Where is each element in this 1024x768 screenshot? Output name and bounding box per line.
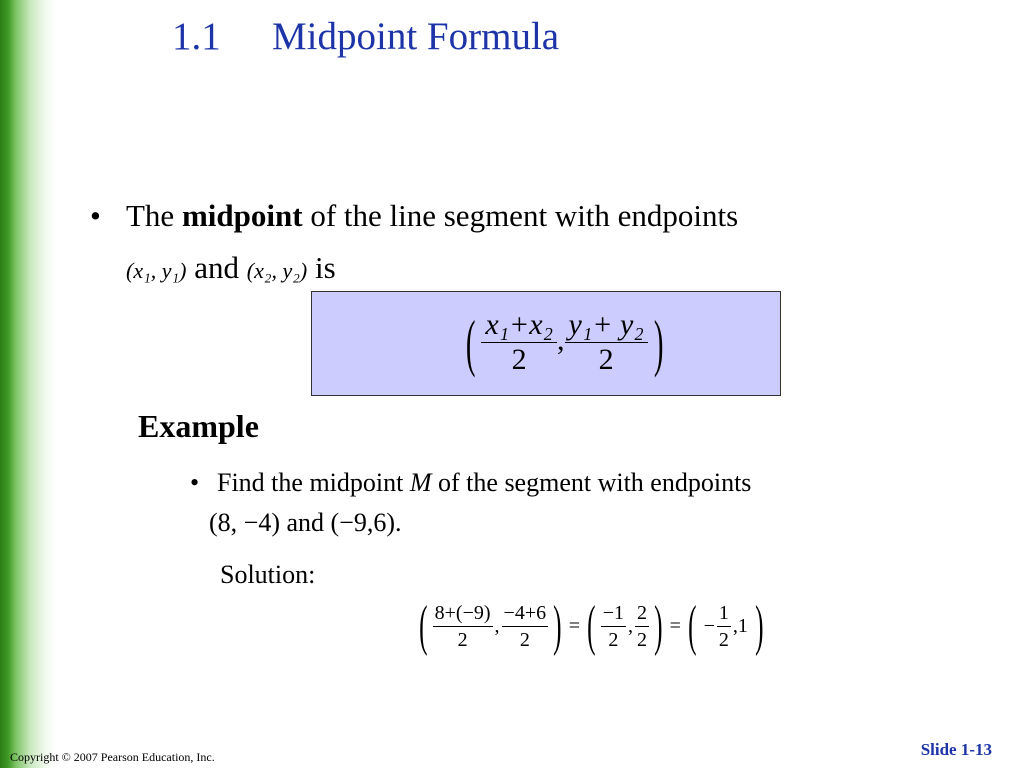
midpoint-formula xyxy=(460,308,669,378)
sol-num-1: 8+(−9) xyxy=(433,600,493,627)
text-post: of the line segment with endpoints xyxy=(302,198,739,233)
sol-left-paren-3: ( xyxy=(688,595,697,657)
bullet-dot-small: • xyxy=(190,468,200,497)
sol-num-5: 1 xyxy=(717,600,731,627)
copyright-footer: Copyright © 2007 Pearson Education, Inc. xyxy=(10,750,215,764)
numerator-x: x₁+x₂ xyxy=(481,308,557,343)
example-heading: Example xyxy=(138,408,259,444)
fraction-y xyxy=(565,308,648,377)
and-word: and xyxy=(186,250,247,285)
point-2: (x₂, y₂) xyxy=(246,258,308,283)
slide-number: Slide 1-13 xyxy=(920,740,992,759)
text-pre: The xyxy=(126,198,182,233)
sol-right-paren-3: ) xyxy=(754,595,764,657)
is-word: is xyxy=(307,250,336,285)
sol-fraction-2 xyxy=(502,600,549,653)
sol-num-4: 2 xyxy=(635,600,649,627)
title-text: Midpoint Formula xyxy=(272,15,560,58)
sol-fraction-4 xyxy=(635,600,649,653)
sol-fraction-5 xyxy=(717,600,731,653)
term-midpoint: midpoint xyxy=(181,198,303,233)
numerator-y: y₁+ y₂ xyxy=(565,308,648,343)
midpoint-formula-box xyxy=(311,291,781,396)
slide-title xyxy=(172,14,559,59)
sol-equals-2: = xyxy=(669,614,681,637)
bullet-text xyxy=(126,195,738,237)
sol-right-paren-2: ) xyxy=(654,595,663,657)
example-line-2: (8, −4) and (−9,6). xyxy=(209,508,402,537)
variable-m: M xyxy=(409,468,432,497)
fraction-x xyxy=(481,308,557,377)
solution-math xyxy=(414,595,769,657)
sol-fraction-1 xyxy=(433,600,493,653)
bullet-dot: • xyxy=(90,198,101,233)
left-paren: ( xyxy=(465,306,476,378)
sol-den-3: 2 xyxy=(608,628,619,651)
title-number: 1.1 xyxy=(172,15,221,58)
sol-den-5: 2 xyxy=(718,628,729,651)
sol-minus: − xyxy=(703,614,715,637)
sol-den-4: 2 xyxy=(636,628,647,651)
endpoints-line xyxy=(126,248,336,291)
denominator-x: 2 xyxy=(511,343,527,376)
sol-left-paren-2: ( xyxy=(587,595,596,657)
sol-den-2: 2 xyxy=(519,628,530,651)
example-text-pre: Find the midpoint xyxy=(217,468,410,497)
point-1: (x₁, y₁) xyxy=(126,258,187,283)
sol-right-paren-1: ) xyxy=(553,595,562,657)
sol-den-1: 2 xyxy=(457,628,468,651)
example-line-1 xyxy=(217,465,751,501)
right-paren: ) xyxy=(653,306,664,378)
comma: , xyxy=(557,323,565,357)
sol-equals-1: = xyxy=(568,614,581,637)
sol-tail: ,1 xyxy=(732,614,748,637)
sol-num-2: −4+6 xyxy=(502,600,549,627)
sol-comma-2: , xyxy=(627,614,633,637)
solution-label: Solution: xyxy=(220,560,316,589)
sol-left-paren-1: ( xyxy=(419,595,428,657)
example-text-post: of the segment with endpoints xyxy=(431,468,752,497)
sol-comma-1: , xyxy=(494,614,500,637)
sol-num-3: −1 xyxy=(601,600,626,627)
sol-fraction-3 xyxy=(601,600,626,653)
denominator-y: 2 xyxy=(598,343,614,376)
green-sidebar xyxy=(0,0,56,768)
